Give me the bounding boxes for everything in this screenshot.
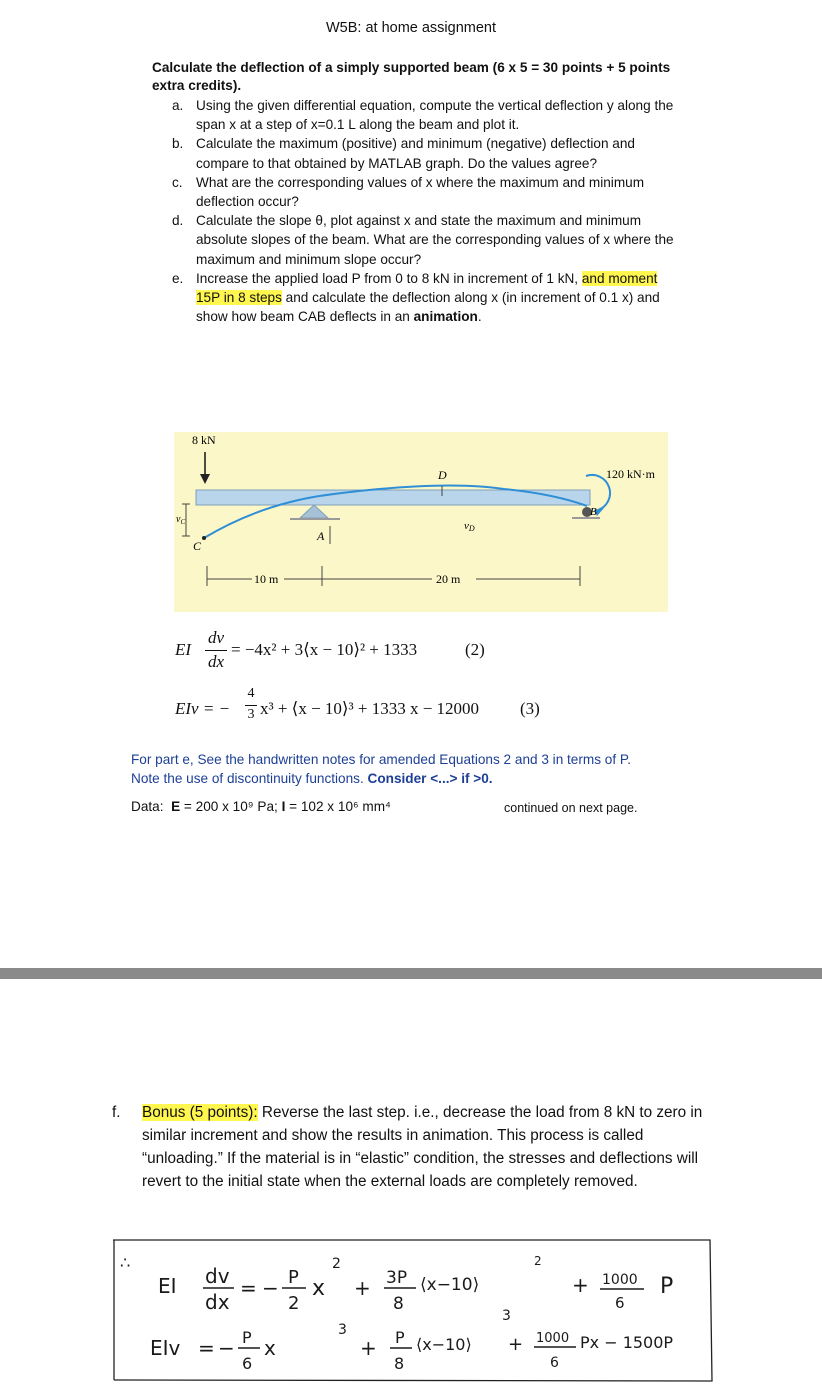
hw2-tail: Px − 1500P bbox=[580, 1333, 674, 1352]
hw1-ei: EI bbox=[158, 1274, 177, 1298]
hw1-6: 6 bbox=[615, 1294, 625, 1312]
hw2-exp3b: 3 bbox=[502, 1308, 511, 1324]
eq3-rhs: x³ + ⟨x − 10⟩³ + 1333 x − 12000 bbox=[260, 699, 480, 718]
hw2-p2: P bbox=[395, 1328, 405, 1347]
eq3-numerator: 4 bbox=[247, 686, 255, 701]
hw2-exp3: 3 bbox=[338, 1322, 347, 1338]
item-text: Using the given differential equation, compute the vertical deflection y along the span x at a step of x=0.1 L along the beam and plot it. bbox=[196, 98, 674, 133]
item-text-end: . bbox=[477, 309, 482, 325]
handwritten-notes bbox=[110, 1238, 714, 1383]
eq2-tag: (2) bbox=[465, 640, 485, 659]
continued-note: continued on next page. bbox=[504, 801, 638, 815]
item-label: c. bbox=[172, 174, 183, 190]
hw1-p: P bbox=[288, 1267, 299, 1288]
eq2-fraction-bar bbox=[205, 650, 227, 651]
item-text: and calculate the deflection along x (in increment of 0.1 x) and show how beam CAB deflects in an bbox=[196, 290, 660, 325]
highlighted-text: and moment 15P in 8 steps bbox=[196, 270, 658, 306]
item-label: b. bbox=[172, 136, 184, 152]
hw1-dv: dv bbox=[205, 1264, 230, 1288]
item-label: d. bbox=[172, 213, 184, 229]
eq3-tag: (3) bbox=[520, 699, 540, 718]
hw1-plus: + bbox=[354, 1276, 371, 1300]
hw1-2: 2 bbox=[288, 1293, 300, 1314]
hw2-equals: = bbox=[198, 1336, 215, 1360]
hw1-P: P bbox=[660, 1274, 674, 1299]
point-c-dot bbox=[202, 536, 206, 540]
bonus-text-block bbox=[142, 1101, 712, 1193]
point-c-label: C bbox=[193, 539, 202, 553]
i-value: = 102 x 10⁶ mm⁴ bbox=[285, 799, 391, 814]
vd-letter: v bbox=[464, 520, 469, 532]
beam-figure bbox=[174, 432, 668, 612]
hw2-6b: 6 bbox=[550, 1355, 559, 1371]
load-arrowhead bbox=[200, 474, 210, 484]
eq3-lhs: EIv = − bbox=[175, 699, 231, 718]
e-symbol: E bbox=[171, 799, 181, 814]
page-title: W5B: at home assignment bbox=[325, 20, 497, 36]
hw1-8: 8 bbox=[393, 1294, 404, 1314]
hw1-plus2: + bbox=[572, 1273, 589, 1297]
load-label: 8 kN bbox=[192, 433, 216, 447]
hw1-exp2b: 2 bbox=[534, 1254, 542, 1268]
item-text: Calculate the maximum (positive) and minimum (negative) deflection and compare to that obtained by MATLAB graph. Do the values agree? bbox=[196, 136, 635, 171]
hw1-dx: dx bbox=[205, 1290, 230, 1314]
eq2-rhs: = −4x² + 3⟨x − 10⟩² + 1333 bbox=[231, 640, 418, 659]
equation-2 bbox=[175, 627, 575, 677]
hw2-8: 8 bbox=[394, 1354, 405, 1373]
hw1-x: x bbox=[312, 1276, 326, 1301]
question-b bbox=[172, 134, 682, 172]
item-text: Calculate the slope θ, plot against x and state the maximum and minimum absolute slopes of the beam. What are the corresponding values of x where the maximum and minimum slope occur? bbox=[196, 213, 674, 267]
hw2-6: 6 bbox=[242, 1354, 253, 1373]
eq3-fraction-bar bbox=[245, 705, 257, 706]
dim-label-right: 20 m bbox=[436, 572, 461, 586]
part-e-note bbox=[131, 750, 651, 788]
hw2-p: P bbox=[242, 1328, 252, 1347]
handwritten-equations bbox=[110, 1238, 714, 1383]
question-c bbox=[172, 173, 682, 211]
bonus-label: f. bbox=[112, 1104, 121, 1121]
item-text: Increase the applied load P from 0 to 8 kN in increment of 1 kN, bbox=[196, 270, 582, 286]
hw1-bracket: ⟨x−10⟩ bbox=[420, 1275, 480, 1295]
data-line bbox=[131, 799, 391, 814]
vc-label bbox=[176, 514, 185, 526]
beam-diagram bbox=[174, 432, 668, 612]
vc-subscript: C bbox=[180, 518, 186, 526]
page-divider bbox=[0, 968, 822, 979]
eq2-numerator: dv bbox=[207, 628, 225, 647]
question-e bbox=[172, 269, 682, 327]
vc-letter: v bbox=[176, 514, 181, 525]
question-list bbox=[172, 96, 682, 326]
therefore-symbol: ∴ bbox=[120, 1253, 131, 1272]
item-label: a. bbox=[172, 98, 184, 113]
hw2-plus2: + bbox=[508, 1334, 524, 1355]
bold-text: animation bbox=[413, 309, 478, 325]
hw1-exp2: 2 bbox=[332, 1256, 341, 1272]
vd-label bbox=[464, 520, 475, 533]
hw1-equals: = bbox=[240, 1276, 257, 1300]
point-b-label: B bbox=[590, 506, 597, 518]
bonus-title: Bonus (5 points): bbox=[142, 1104, 258, 1121]
equation-3 bbox=[175, 686, 575, 736]
bonus-text: Reverse the last step. i.e., decrease the load from 8 kN to zero in similar increment and show the results in animation. This process is called “unloading.” If the material is in “elastic” condition, the stresses and deflections will revert to the initial state when the external loads are completely removed. bbox=[142, 1104, 703, 1190]
vd-subscript: D bbox=[468, 524, 475, 533]
eq2-lhs: EI bbox=[175, 640, 192, 659]
hw1-minus: − bbox=[262, 1276, 279, 1300]
i-symbol: I bbox=[281, 799, 286, 814]
eq3-denominator: 3 bbox=[247, 707, 255, 722]
data-label: Data: bbox=[131, 799, 164, 814]
e-value: = 200 x 10⁹ Pa; bbox=[180, 799, 282, 814]
support-a bbox=[300, 505, 328, 518]
hw2-eiv: EIv bbox=[150, 1336, 181, 1360]
note-text: For part e, See the handwritten notes for amended Equations 2 and 3 in terms of P. Note the use of discontinuity functions. bbox=[131, 752, 632, 786]
note-bold: Consider <...> if >0. bbox=[367, 771, 493, 786]
hw1-3p: 3P bbox=[386, 1268, 408, 1288]
point-a-label: A bbox=[317, 529, 325, 543]
hw1-1000: 1000 bbox=[602, 1272, 638, 1288]
hw2-minus: − bbox=[218, 1336, 235, 1360]
item-text: What are the corresponding values of x where the maximum and minimum deflection occur? bbox=[196, 174, 645, 210]
eq2-denominator: dx bbox=[207, 652, 225, 671]
question-a bbox=[172, 96, 682, 134]
item-label: e. bbox=[172, 270, 184, 286]
hw2-plus: + bbox=[360, 1336, 377, 1360]
point-d-label: D bbox=[438, 468, 447, 482]
hw2-1000: 1000 bbox=[536, 1331, 570, 1346]
dim-label-left: 10 m bbox=[254, 572, 279, 586]
hw2-bracket: ⟨x−10⟩ bbox=[416, 1335, 472, 1354]
hw2-x: x bbox=[264, 1336, 276, 1360]
assignment-intro: Calculate the deflection of a simply supported beam (6 x 5 = 30 points + 5 points extra credits). bbox=[152, 60, 671, 93]
moment-label: 120 kN·m bbox=[606, 467, 655, 481]
question-d bbox=[172, 211, 682, 269]
